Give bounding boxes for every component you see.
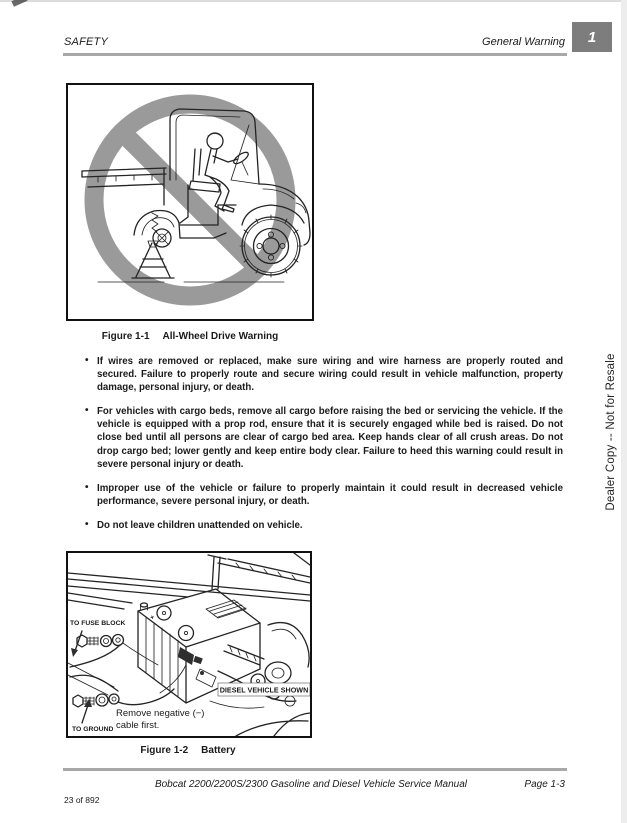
prohibition-circle-icon — [94, 104, 286, 296]
footer-manual-title: Bobcat 2200/2200S/2300 Gasoline and Diesel Vehicle Service Manual — [154, 779, 467, 790]
figure-2-caption-title: Battery — [201, 745, 236, 756]
header-section-label: SAFETY — [64, 36, 108, 48]
fuse-block-label: TO FUSE BLOCK — [70, 620, 126, 627]
page-edge-right — [621, 0, 627, 823]
chapter-tab: 1 — [572, 22, 612, 52]
warning-list — [85, 355, 563, 543]
awd-warning-illustration — [68, 85, 312, 319]
ground-label: TO GROUND — [72, 726, 114, 733]
bullet-icon: • — [85, 405, 89, 417]
plus-terminal-label: + — [149, 614, 156, 622]
warning-item — [85, 355, 563, 394]
battery-illustration — [68, 553, 310, 736]
figure-1-caption-title: All-Wheel Drive Warning — [162, 331, 279, 342]
figure-2-frame — [66, 551, 312, 738]
warning-text: Improper use of the vehicle or failure to properly maintain it could result in decreased vehicle performance, severe personal injury, or death. — [97, 482, 563, 507]
remove-negative-note-line1: Remove negative (−) — [116, 708, 205, 719]
warning-item — [85, 405, 563, 470]
scan-corner-mark — [11, 0, 27, 7]
header-rule — [63, 53, 567, 56]
warning-text: For vehicles with cargo beds, remove all cargo before raising the bed or servicing the vehicle. If the vehicle is equipped with a prop rod, ensure that it is securely engaged while bed is raised. Do not close bed until all persons are clear of cargo bed area. Keep hands clear of all crush areas. Do not drop cargo bed; lower gently and keep entire body clear. Failure to heed this warning could result in severe personal injury or death. — [97, 406, 563, 470]
remove-negative-note-line2: cable first. — [116, 720, 160, 731]
figure-1-frame — [66, 83, 314, 321]
warning-item — [85, 482, 563, 508]
bullet-icon: • — [85, 481, 89, 493]
figure-1-caption-label: Figure 1-1 — [101, 331, 150, 342]
warning-text: Do not leave children unattended on vehicle. — [97, 519, 303, 531]
page-edge-top — [0, 0, 627, 2]
diesel-vehicle-label: DIESEL VEHICLE SHOWN — [219, 685, 309, 695]
figure-2-caption — [63, 745, 313, 756]
bullet-icon: • — [85, 355, 89, 366]
header-topic-label: General Warning — [482, 36, 565, 48]
engine-detail — [196, 623, 310, 736]
figure-2-caption-label: Figure 1-2 — [140, 745, 189, 756]
sheet-counter: 23 of 892 — [64, 795, 100, 805]
figure-1-caption — [63, 331, 317, 342]
footer-page-number: Page 1-3 — [524, 779, 565, 790]
footer-rule — [63, 768, 567, 771]
bullet-icon: • — [85, 518, 89, 530]
warning-text: If wires are removed or replaced, make sure wiring and wire harness are properly routed and secured. Failure to properly route and secure wiring could result in vehicle malfunction, property damage, personal injury, or death. — [97, 356, 563, 394]
dealer-copy-watermark: Dealer Copy -- Not for Resale — [605, 353, 617, 511]
warning-item — [85, 519, 563, 532]
